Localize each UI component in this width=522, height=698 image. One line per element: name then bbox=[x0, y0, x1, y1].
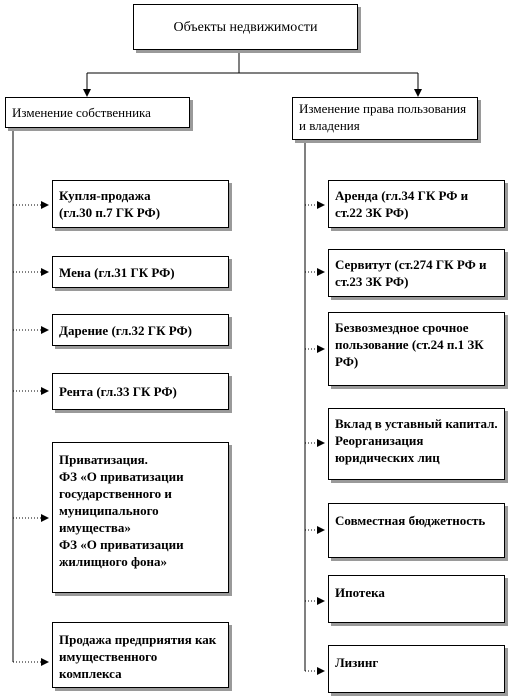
root-box: Объекты недвижимости bbox=[133, 4, 358, 50]
left-item-4-box: Рента (гл.33 ГК РФ) bbox=[52, 373, 229, 410]
right-item-5-box: Совместная бюджетность bbox=[328, 503, 505, 558]
left-item-5-box: Приватизация. ФЗ «О приватизации государственного и муниципального имущества» ФЗ «О приватизации жилищного фона» bbox=[52, 442, 229, 593]
right-item-6-box: Ипотека bbox=[328, 575, 505, 623]
left-item-2-box: Мена (гл.31 ГК РФ) bbox=[52, 256, 229, 288]
right-item-2-box: Сервитут (ст.274 ГК РФ и ст.23 ЗК РФ) bbox=[328, 249, 505, 297]
left-item-6-box: Продажа предприятия как имущественного комплекса bbox=[52, 622, 229, 688]
left-branch-box: Изменение собственника bbox=[5, 97, 190, 128]
left-item-3-box: Дарение (гл.32 ГК РФ) bbox=[52, 314, 229, 346]
right-branch-box: Изменение права пользования и владения bbox=[292, 97, 478, 140]
right-item-7-box: Лизинг bbox=[328, 645, 505, 693]
right-item-3-box: Безвозмездное срочное пользование (ст.24 п.1 ЗК РФ) bbox=[328, 312, 505, 386]
right-item-1-box: Аренда (гл.34 ГК РФ и ст.22 ЗК РФ) bbox=[328, 180, 505, 228]
left-item-1-box: Купля-продажа (гл.30 п.7 ГК РФ) bbox=[52, 180, 229, 228]
right-item-4-box: Вклад в уставный капитал. Реорганизация юридических лиц bbox=[328, 408, 505, 480]
